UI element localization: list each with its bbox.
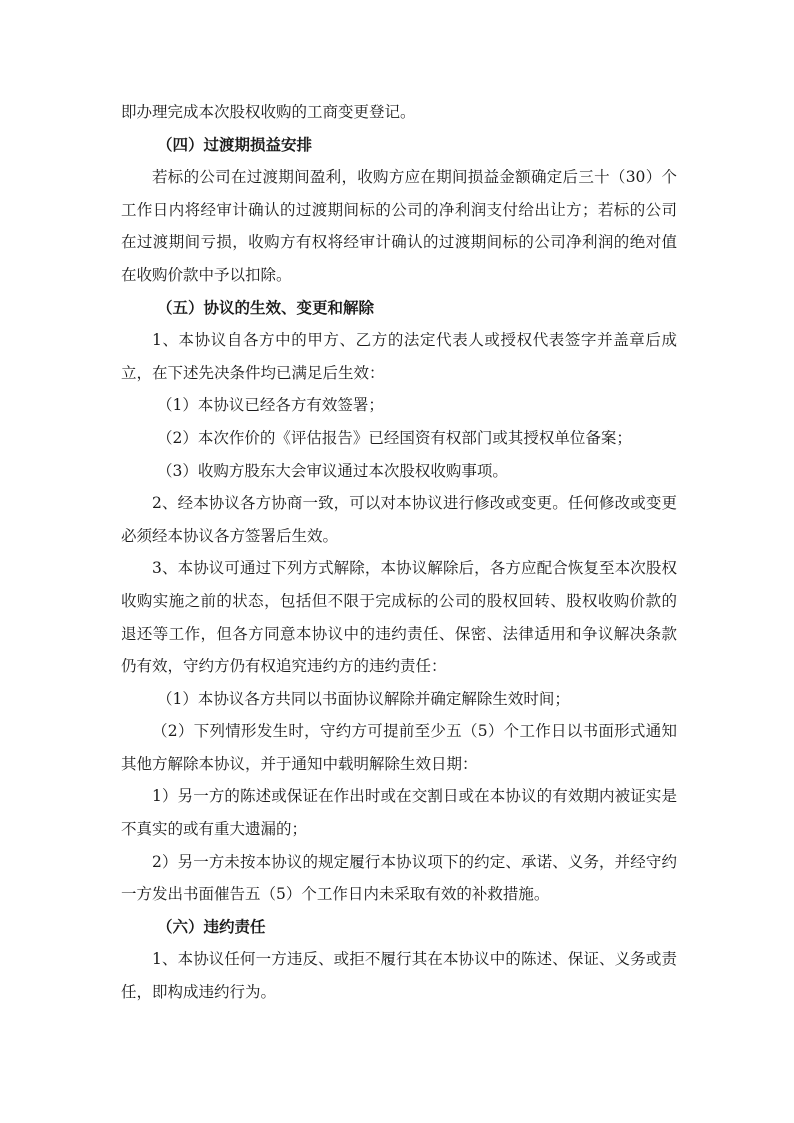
list-item-termination-1: （1）本协议各方共同以书面协议解除并确定解除生效时间；	[157, 689, 570, 708]
paragraph-clause-6-1: 1、本协议任何一方违反、或拒不履行其在本协议中的陈述、保证、义务或责任，即构成违约行为。	[121, 950, 677, 1002]
paragraph-transition-profit-loss: 若标的公司在过渡期间盈利，收购方应在期间损益金额确定后三十（30）个工作日内将经审计确认的过渡期间标的公司的净利润支付给出让方；若标的公司在过渡期间亏损，收购方有权将经审计确认的过渡期间标的公司净利润的绝对值在收购价款中予以扣除。	[121, 168, 677, 284]
paragraph-clause-5-1: 1、本协议自各方中的甲方、乙方的法定代表人或授权代表签字并盖章后成立，在下述先决条件均已满足后生效：	[121, 331, 677, 382]
section-heading-6: （六）违约责任	[157, 917, 266, 936]
list-item-condition-2: （2）本次作价的《评估报告》已经国资有权部门或其授权单位备案；	[157, 428, 632, 447]
paragraph-clause-5-2: 2、经本协议各方协商一致，可以对本协议进行修改或变更。任何修改或变更必须经本协议各方签署后生效。	[121, 494, 677, 545]
document-page	[121, 96, 677, 1009]
list-item-condition-1: （1）本协议已经各方有效签署；	[157, 396, 384, 415]
paragraph-termination-2: （2）下列情形发生时，守约方可提前至少五（5）个工作日以书面形式通知其他方解除本协议，并于通知中载明解除生效日期：	[121, 722, 677, 773]
paragraph-termination-2-1: 1）另一方的陈述或保证在作出时或在交割日或在本协议的有效期内被证实是不真实的或有重大遗漏的；	[121, 787, 677, 839]
paragraph-clause-5-3: 3、本协议可通过下列方式解除，本协议解除后，各方应配合恢复至本次股权收购实施之前的状态，包括但不限于完成标的公司的股权回转、股权收购价款的退还等工作，但各方同意本协议中的违约责任、保密、法律适用和争议解决条款仍有效，守约方仍有权追究违约方的违约责任：	[121, 559, 677, 676]
list-item-condition-3: （3）收购方股东大会审议通过本次股权收购事项。	[157, 461, 508, 480]
section-heading-4: （四）过渡期损益安排	[157, 135, 313, 154]
paragraph-termination-2-2: 2）另一方未按本协议的规定履行本协议项下的约定、承诺、义务，并经守约一方发出书面催告五（5）个工作日内未采取有效的补救措施。	[121, 852, 677, 904]
paragraph-continuation: 即办理完成本次股权收购的工商变更登记。	[121, 103, 416, 121]
section-heading-5: （五）协议的生效、变更和解除	[157, 298, 375, 317]
